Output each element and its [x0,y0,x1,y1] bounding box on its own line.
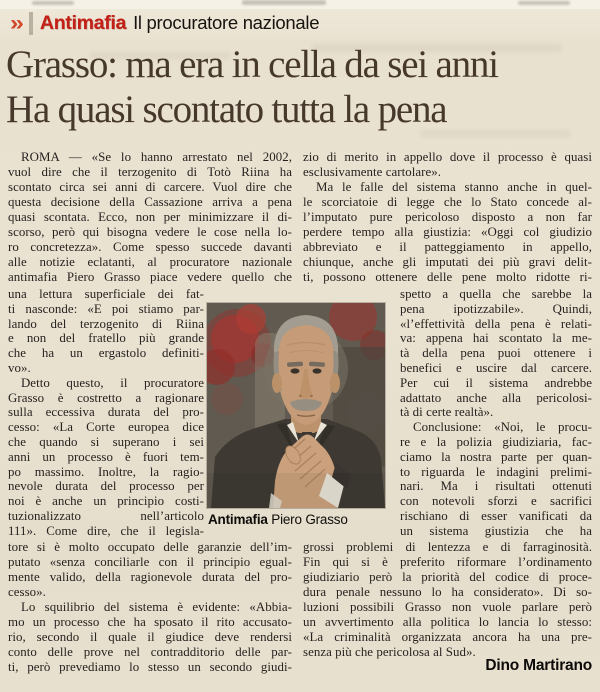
text-line: perdere tempo alla giustizia: «Oggi col giudizio [303,225,592,239]
text-line: giudiziario però la priorità del codice di proce- [303,570,592,584]
text-line: po massimo. Inoltre, la ragio- [8,464,204,479]
text-line: un sistema giustizia che ha [400,523,592,538]
text-line: va: appena hai scontato la me- [400,331,592,346]
text-line: chiunque, anche gli imputati dei più gravi delit- [303,255,592,269]
print-bleed-artifact [242,0,326,5]
text-line: lando del terzogenito di Riina [8,316,204,331]
text-line: tà di certe realtà». [400,405,494,420]
text-line: noi è anche un principio costi- [8,494,204,509]
text-line: questa decisione della Cassazione arriva a pena [8,195,292,209]
text-line: l’imputato pure pericoloso disposto a non far [303,210,592,224]
text-line: putato «senza conciliarle con il principio egual- [8,555,292,569]
text-line: tuzionalizzato nell’articolo [8,508,204,523]
text-line: un avvertimento alla politica lo lancia lo stesso: [303,615,592,629]
text-line: spetto a quella che sarebbe la [400,287,592,301]
text-line: alle notizie eclatanti, al procuratore nazionale [8,255,292,269]
text-line: esclusivamente cartolare». [303,165,442,179]
text-line: dura penale nessuno lo ha considerato». Di so- [303,585,592,599]
text-line: ti nasconde: «E poi stiamo par- [8,301,204,316]
text-line: senza più che pericolosa al Sud». [303,645,476,659]
text-line: luzioni possibili Grasso non vuole parlare però [303,600,592,614]
article-text-right-bottom [303,540,592,660]
photo-caption-name: Piero Grasso [267,512,348,527]
text-line: quasi scontata. Ecco, non per minimizzare il di- [8,210,292,224]
text-line: tà della pena puoi ottenere i [400,346,592,361]
text-line: con notevoli sforzi e sacrifici [400,494,592,509]
text-line: ti, però prevediamo lo stesso un secondo giudi- [8,660,292,674]
text-line: ROMA — «Se lo hanno arrestato nel 2002, [8,150,292,164]
text-line: ciamo la nostra parte per quan- [400,449,592,464]
article-text-right-narrow [400,287,592,539]
text-line: cesso: «La Corte europea dice [8,420,204,435]
text-line: vo». [8,360,31,375]
text-line: Conclusione: «Noi, le procu- [400,420,592,435]
text-line: «l’effettività della pena è relati- [400,316,592,331]
text-line: ro concretezza». Come spesso succede davanti [8,240,292,254]
text-line: zio di merito in appello dove il processo è quasi [303,150,592,164]
text-line: mo un processo che ha sposato il rito accusato- [8,615,292,629]
text-line: pena ipotizzabile». Quindi, [400,301,592,316]
photo-caption [208,512,398,527]
text-line: cesso». [8,585,46,599]
text-line: re e la polizia giudiziaria, fac- [400,434,592,449]
photo-caption-label: Antimafia [208,512,268,527]
text-line: sulla eccessiva durata del pro- [8,405,204,420]
portrait-illustration [207,303,385,508]
text-line: vuol dire che il terzogenito di Totò Riina ha [8,165,292,179]
text-line: rischiano di esser vanificati da [400,508,592,523]
byline: Dino Martirano [485,657,592,674]
text-line: nevole durata del processo per [8,479,204,494]
text-line: Detto questo, il procuratore [8,375,204,390]
article-text-left-bottom [8,540,292,675]
text-line: e non del fratello più grande [8,331,204,346]
headline-line-1: Grasso: ma era in cella da sei anni [6,43,498,86]
article-text-right-top [303,150,592,285]
text-line: tore si è molto occupato delle garanzie dell’im- [8,540,292,554]
text-line: che quando si superano i sei [8,434,204,449]
text-line: Lo squilibrio del sistema è evidente: «Abbia- [8,600,292,614]
text-line: adattato anche alla pericolosi- [400,390,592,405]
headline [6,42,594,132]
article-text-left-top [8,150,292,285]
double-chevron-icon: » [10,11,22,35]
kicker-label: Antimafia [39,11,127,34]
text-line: ti, possono ottenere delle pene molto ridotte ri- [303,270,592,284]
text-line: Ma le falle del sistema stanno anche in quel- [303,180,592,194]
kicker-divider [29,12,33,35]
text-line: scorso, però qui bisogna vedere le cose nella lo- [8,225,292,239]
text-line: Grasso è costretto a ragionare [8,390,204,405]
text-line: nari. Ma i risultati ottenuti [400,479,592,494]
text-line: una lettura superficiale dei fat- [8,287,204,301]
print-bleed-artifact [518,1,570,5]
text-line: mente valido, della ragionevole durata del pro- [8,570,292,584]
text-line: scontato circa sei anni di carcere. Vuol dire che [8,180,292,194]
text-line: le scorciatoie di legge che lo Stato concede al- [303,195,592,209]
kicker [10,11,319,35]
text-line: conto delle prove nel contradditorio delle par- [8,645,292,659]
kicker-title: Il procuratore nazionale [133,12,320,33]
text-line: grossi problemi di lentezza e di farraginosità. [303,540,592,554]
text-line: to riguarda le indagini prelimi- [400,464,592,479]
text-line: Fin qui si è preferito riformare l’ordinamento [303,555,592,569]
text-line: antimafia Piero Grasso piace vedere quello che [8,270,292,284]
headline-line-2: Ha quasi scontato tutta la pena [6,88,447,131]
print-bleed-artifact [32,1,74,5]
text-line: anni un processo è fuori tem- [8,449,204,464]
photo-piero-grasso [207,303,385,508]
text-line: «La criminalità organizzata ancora ha una pre- [303,630,592,644]
text-line: che ha un ergastolo definiti- [8,346,204,361]
text-line: benefici e uscire dal carcere. [400,360,592,375]
text-line: rio, secondo il quale il giudice deve rendersi [8,630,292,644]
article-text-left-narrow [8,287,204,539]
text-line: 111». Come dire, che il legisla- [8,523,204,538]
text-line: Per cui il sistema andrebbe [400,375,592,390]
text-line: abbreviato e il patteggiamento in appello, [303,240,592,254]
